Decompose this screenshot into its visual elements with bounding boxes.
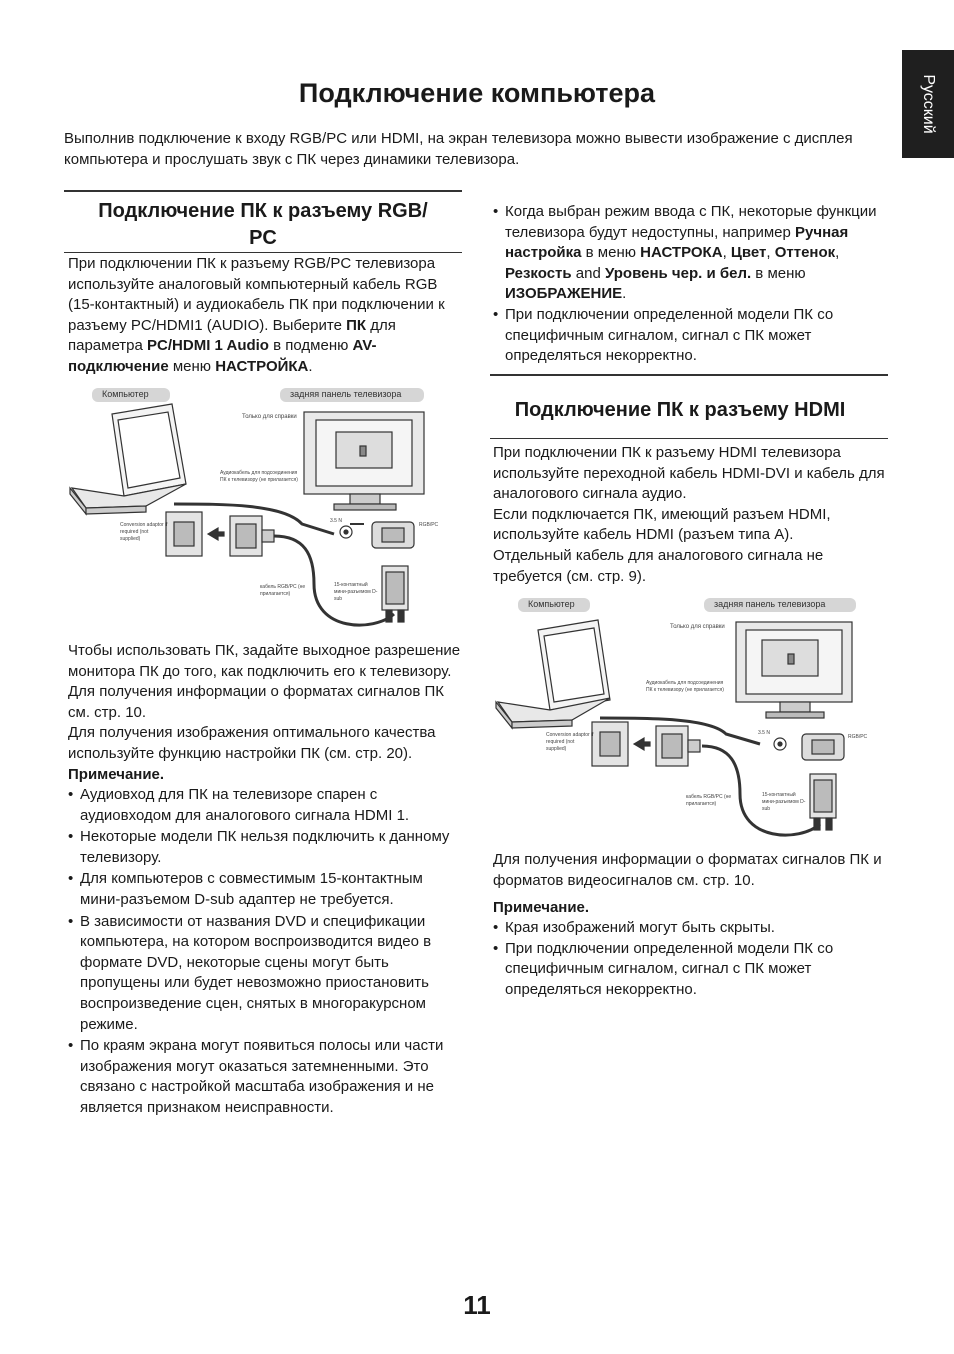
rgb-after-paragraph: Чтобы использовать ПК, задайте выходное разрешение монитора ПК до того, как подключить его к телевизору. Для получения информации о форматах сигналов ПК см. стр. 10. Для получения изображения оптимального качества используйте функцию настройки ПК (см. стр. 20). Примечание. [68,641,464,785]
rgb-cable-label: кабель RGB/PC (не прилагается) [686,794,732,807]
dsub-plug-icon [382,566,408,622]
adaptor-connector [592,722,700,766]
rgb-diagram-illustration [64,384,464,636]
list-item: • По краям экрана могут появиться полосы или части изображения могут оказаться затемненными. Это связано с настройкой масштаба изображения и не является признаком неисправности. [68,1036,464,1118]
note-title: Примечание. [493,899,590,916]
hdmi-section-title: Подключение ПК к разъему HDMI [514,399,846,421]
list-item: • В зависимости от названия DVD и спецификации компьютера, на котором воспроизводится видео в формате DVD, некоторые сцены могут быть пропущены или будет невозможно приостановить воспроизведение сцен, снятых в многоракурсном режиме. [68,912,464,1036]
hdmi-paragraph: При подключении ПК к разъему HDMI телевизора используйте переходной кабель HDMI-DVI и кабель для аналогового сигнала аудио. Если подключается ПК, имеющий разъем HDMI, используйте кабель HDMI (разъем типа A). Отдельный кабель для аналогового сигнала не требуется (см. стр. 9). [493,444,885,585]
rgbpc-port-label: RGB/PC [419,522,439,528]
rgb-section-title: Подключение ПК к разъему RGB/ PC [98,200,428,249]
dsub-label: 15-контактный мини-разъемом D-sub [334,582,378,602]
tv-back-icon [736,622,852,718]
rgb-paragraph: При подключении ПК к разъему RGB/PC телевизора используйте аналоговый компьютерный кабель RGB (15-контактный) и аудиокабель ПК при подключении к разъему PC/HDMI1 (AUDIO). Выберите ПК для параметра PC/HDMI 1 Audio в подменю AV-подключение меню НАСТРОЙКА. [68,255,445,375]
page-number: 11 [463,1290,491,1320]
section-rule [64,190,462,192]
list-item: • При подключении определенной модели ПК со специфичным сигналом, сигнал с ПК может определяться некорректно. [493,305,885,367]
adaptor-label: Conversion adaptor if required (not supplied) [120,522,168,542]
list-item: • Края изображений могут быть скрыты. [493,918,885,939]
pc-mode-notes [493,202,885,367]
audio-jack-icon [340,526,352,538]
section-rule [490,438,888,439]
dsub-label: 15-контактный мини-разъемом D-sub [762,792,806,812]
audio-cable-label: Аудиокабель для подсоединения ПК к телевизору (не прилагается) [220,470,298,483]
rgb-connection-diagram [64,384,464,636]
ref-only-label: Только для справки [242,414,297,420]
tv-back-icon [304,412,424,510]
rgb-port-icon [802,734,844,760]
hdmi-connection-diagram [490,594,890,846]
laptop-icon [496,620,610,728]
audio-port-label: 3.5 N [758,730,770,736]
hdmi-notes-list [493,918,885,1000]
dsub-plug-icon [810,774,836,830]
list-item: • Аудиовход для ПК на телевизоре спарен с аудиовходом для аналогового сигнала HDMI 1. [68,785,464,826]
section-rule [490,374,888,376]
list-item: • Когда выбран режим ввода с ПК, некоторые функции телевизора будут недоступны, например Ручная настройка в меню НАСТРОКА, Цвет, Оттенок, Резкость and Уровень чер. и бел. в меню ИЗОБРАЖЕНИЕ. [493,202,885,305]
rgb-notes-list [68,785,464,1119]
tv-label: задняя панель телевизора [290,389,402,399]
pc-label: Компьютер [102,389,149,399]
language-label: Русский [920,74,937,134]
page-title: Подключение компьютера [298,78,656,108]
pc-label: Компьютер [528,599,575,609]
rgbpc-port-label: RGB/PC [848,734,868,740]
list-item: • Для компьютеров с совместимым 15-контактным мини-разъемом D-sub адаптер не требуется. [68,869,464,910]
adaptor-connector [166,512,274,556]
adaptor-label: Conversion adaptor if required (not supplied) [546,732,594,752]
list-item: • При подключении определенной модели ПК со специфичным сигналом, сигнал с ПК может определяться некорректно. [493,939,885,1001]
section-rule [64,252,462,253]
audio-jack-icon [774,738,786,750]
hdmi-diagram-illustration [490,594,890,846]
audio-cable-label: Аудиокабель для подсоединения ПК к телевизору (не прилагается) [646,680,724,693]
rgb-port-icon [372,522,414,548]
intro-paragraph: Выполнив подключение к входу RGB/PC или HDMI, на экран телевизора можно вывести изображение с дисплея компьютера и прослушать звук с ПК через динамики телевизора. [64,130,853,168]
tv-label: задняя панель телевизора [714,599,826,609]
hdmi-after-paragraph: Для получения информации о форматах сигналов ПК и форматов видеосигналов см. стр. 10. [493,851,882,889]
laptop-icon [70,404,186,514]
audio-port-label: 3.5 N [330,518,342,524]
list-item: • Некоторые модели ПК нельзя подключить к данному телевизору. [68,827,464,868]
note-title: Примечание. [68,765,165,783]
rgb-cable-label: кабель RGB/PC (не прилагается) [260,584,306,597]
ref-only-label: Только для справки [670,624,725,630]
